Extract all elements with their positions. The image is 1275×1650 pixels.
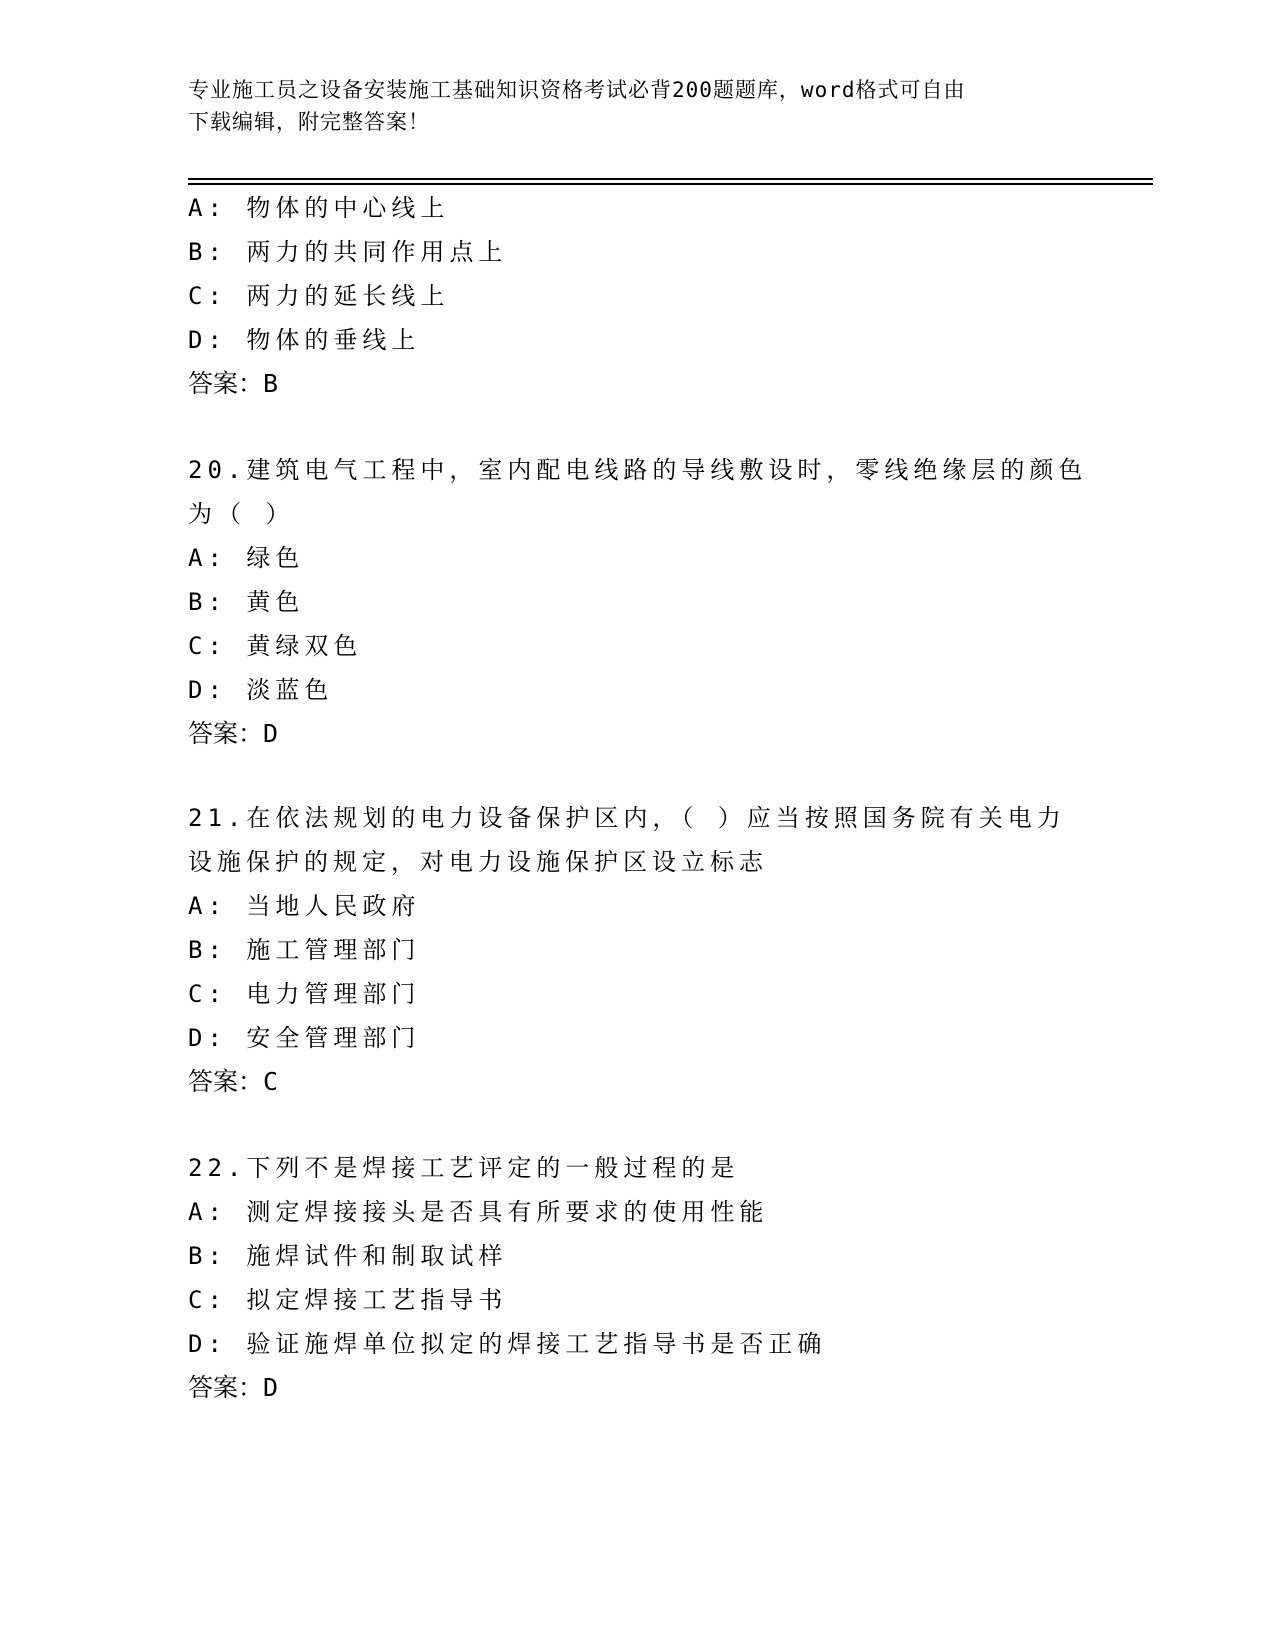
answer-value: D <box>263 719 279 748</box>
q22-answer <box>188 1373 278 1403</box>
answer-label: 答案： <box>188 1067 264 1096</box>
q19-answer <box>188 369 278 399</box>
q21-option-b: B: 施工管理部门 <box>188 936 421 964</box>
q20-answer <box>188 719 278 749</box>
header-line-2: 下载编辑，附完整答案！ <box>188 110 430 134</box>
q21-option-c: C: 电力管理部门 <box>188 980 421 1008</box>
q19-option-d: D: 物体的垂线上 <box>188 326 421 354</box>
header-line-1: 专业施工员之设备安装施工基础知识资格考试必背200题题库，word格式可自由 <box>188 78 966 102</box>
q19-option-a: A: 物体的中心线上 <box>188 194 450 222</box>
q21-option-a: A: 当地人民政府 <box>188 892 421 920</box>
q21-option-d: D: 安全管理部门 <box>188 1024 421 1052</box>
q21-stem-line-1: 21.在依法规划的电力设备保护区内，（ ）应当按照国务院有关电力 <box>188 804 1066 832</box>
answer-label: 答案： <box>188 1373 264 1402</box>
q21-stem-line-2: 设施保护的规定，对电力设施保护区设立标志 <box>188 848 768 876</box>
q20-option-a: A: 绿色 <box>188 544 305 572</box>
q20-option-b: B: 黄色 <box>188 588 305 616</box>
q19-option-b: B: 两力的共同作用点上 <box>188 238 508 266</box>
answer-label: 答案： <box>188 719 264 748</box>
q20-option-d: D: 淡蓝色 <box>188 676 334 704</box>
q20-stem-line-1: 20.建筑电气工程中，室内配电线路的导线敷设时，零线绝缘层的颜色 <box>188 456 1088 484</box>
answer-value: D <box>263 1373 279 1402</box>
q20-stem-line-2: 为（ ） <box>188 500 295 528</box>
q22-option-d: D: 验证施焊单位拟定的焊接工艺指导书是否正确 <box>188 1330 827 1358</box>
answer-label: 答案： <box>188 369 264 398</box>
document-header <box>188 74 1078 138</box>
answer-value: B <box>263 369 279 398</box>
q22-stem-line-1: 22.下列不是焊接工艺评定的一般过程的是 <box>188 1154 740 1182</box>
q22-option-c: C: 拟定焊接工艺指导书 <box>188 1286 508 1314</box>
q22-option-a: A: 测定焊接接头是否具有所要求的使用性能 <box>188 1198 769 1226</box>
header-divider-bottom <box>188 183 1153 185</box>
q22-option-b: B: 施焊试件和制取试样 <box>188 1242 508 1270</box>
q20-option-c: C: 黄绿双色 <box>188 632 363 660</box>
answer-value: C <box>263 1067 279 1096</box>
q21-answer <box>188 1067 278 1097</box>
q19-option-c: C: 两力的延长线上 <box>188 282 450 310</box>
header-divider-top <box>188 178 1153 180</box>
